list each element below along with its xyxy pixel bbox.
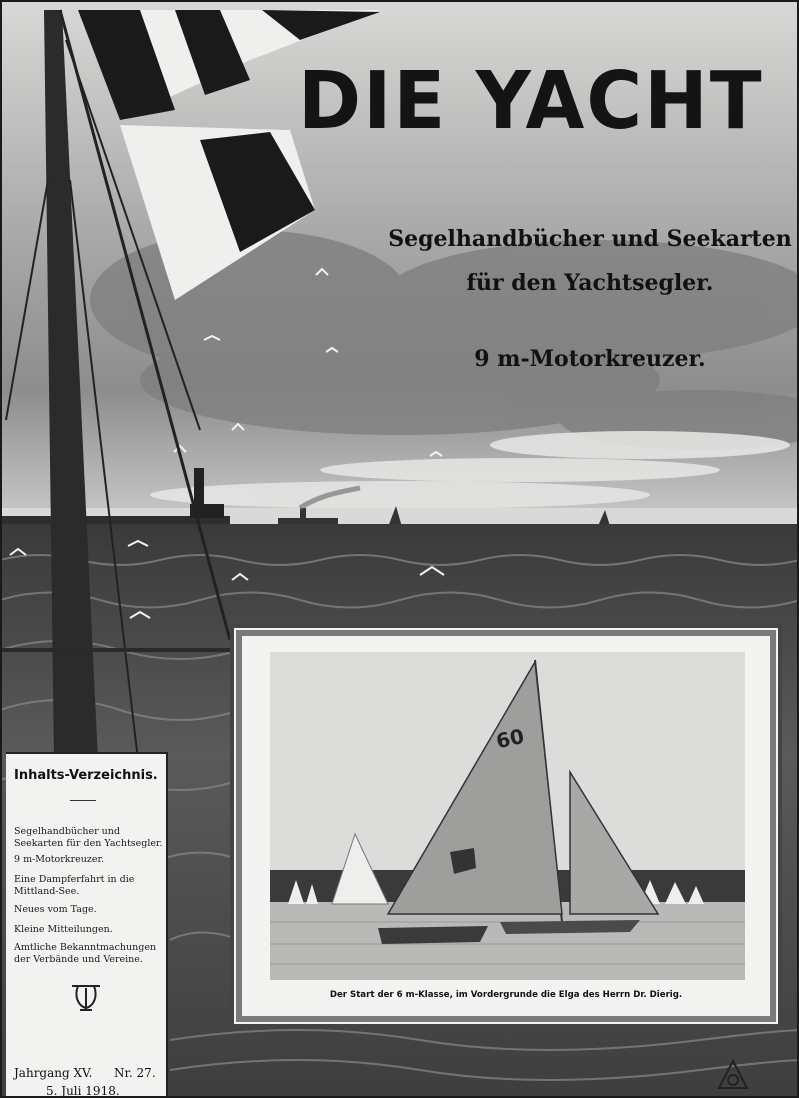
ornament-icon [68,980,104,1014]
toc-item: Kleine Mitteilungen. [14,924,113,935]
issue-number: Nr. 27. [114,1066,156,1080]
toc-item: Eine Dampferfahrt in die Mittland-See. [14,874,135,897]
headline-for-yachtsmen: für den Yachtsegler. [466,270,714,296]
toc-title: Inhalts-Verzeichnis. [14,768,158,783]
toc-item: Neues vom Tage. [14,904,97,915]
volume-year: Jahrgang XV. [14,1066,93,1080]
issue-date: 5. Juli 1918. [46,1084,120,1098]
publisher-logo-icon [716,1058,750,1092]
sail-number: 60 [493,723,527,754]
photo-caption: Der Start der 6 m-Klasse, im Vordergrunde die Elga des Herrn Dr. Dierig. [329,990,683,1000]
headline-motor-cruiser: 9 m-Motorkreuzer. [474,346,706,372]
regatta-photo [270,652,745,980]
masthead-title: DIE YACHT [298,53,764,147]
toc-divider [70,800,96,801]
table-of-contents [6,752,168,1098]
toc-item: Amtliche Bekanntmachungen der Verbände und Vereine. [14,942,157,965]
toc-item: Segelhandbücher und Seekarten für den Yachtsegler. [14,826,163,849]
toc-item: 9 m-Motorkreuzer. [14,854,104,865]
headline-sailing-handbooks: Segelhandbücher und Seekarten [388,226,792,252]
